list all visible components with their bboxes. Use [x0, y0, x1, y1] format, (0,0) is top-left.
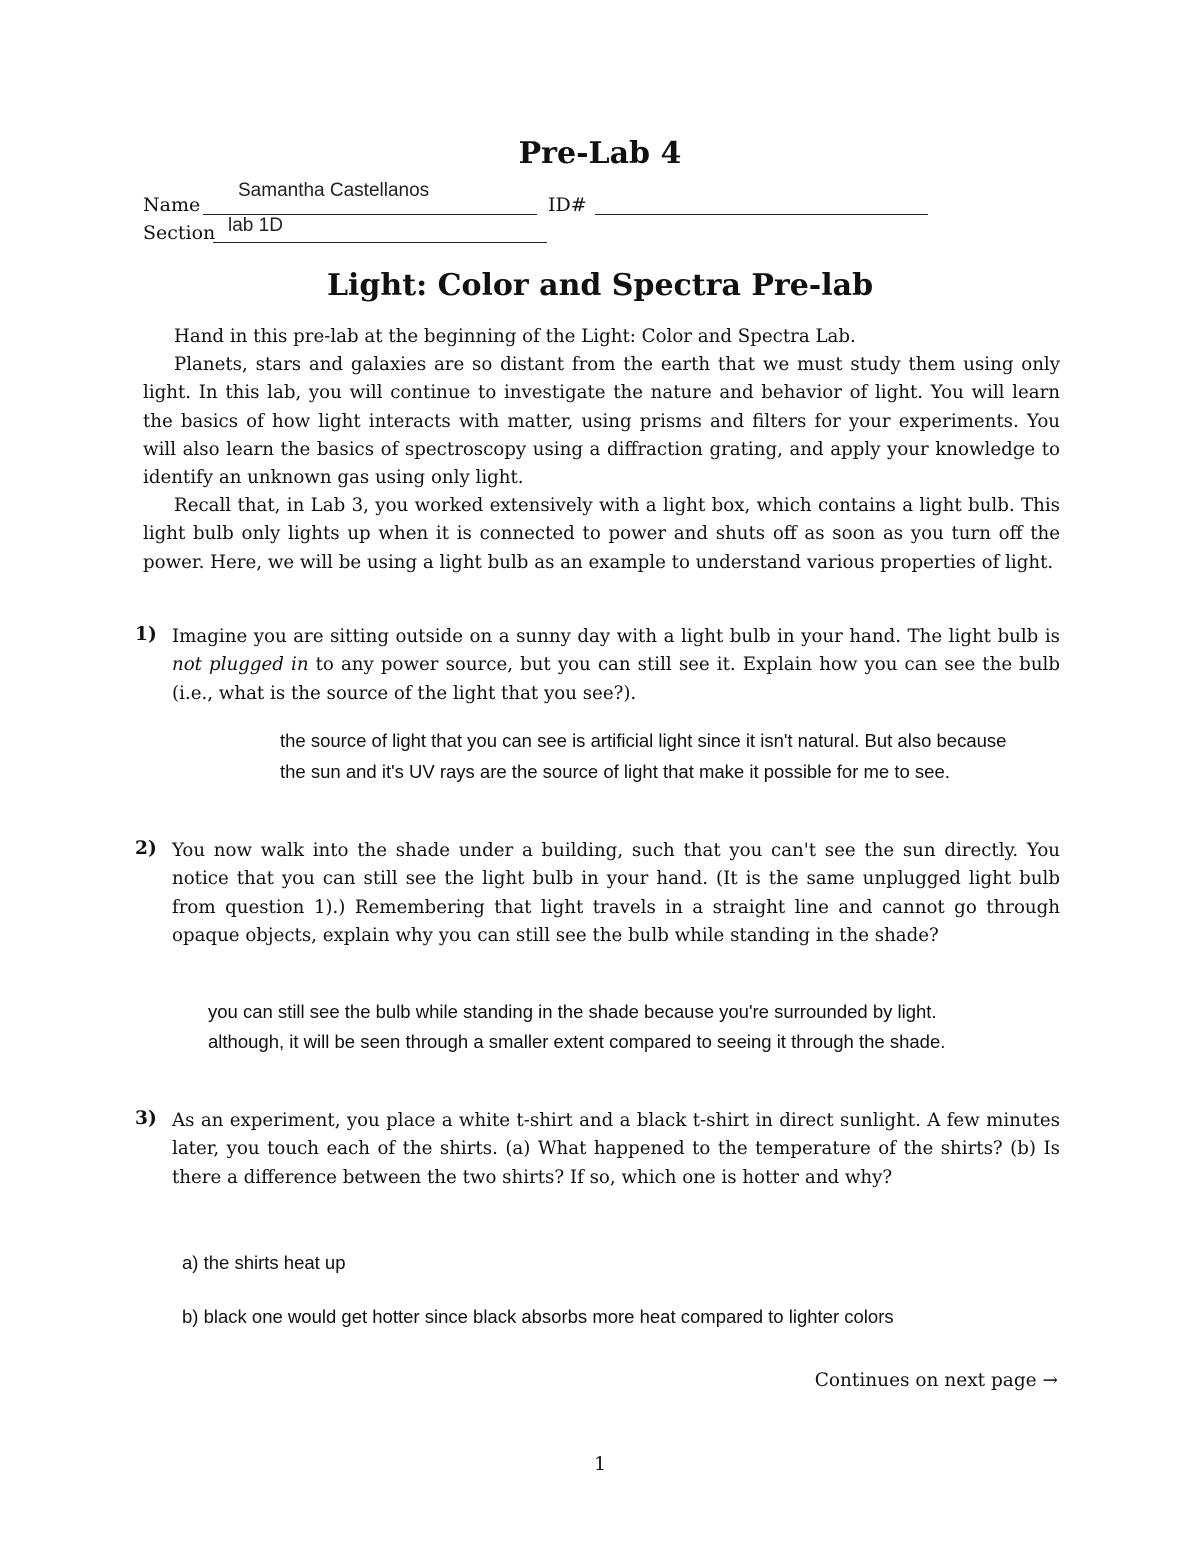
- question-1-emphasis: not plugged in: [172, 654, 309, 676]
- page-title: Pre-Lab 4: [518, 136, 682, 171]
- id-label: ID#: [548, 194, 587, 216]
- page-number: 1: [594, 1454, 606, 1475]
- intro-paragraph-1: Hand in this pre-lab at the beginning of the Light: Color and Spectra Lab.: [174, 326, 856, 347]
- name-label: Name: [143, 194, 201, 216]
- answer-3a[interactable]: a) the shirts heat up: [182, 1252, 346, 1273]
- question-1-text-b: to any power source, but you can still see it. Explain how you can see the bulb (i.e., what is the source of the light that you see?).: [172, 654, 1060, 704]
- continues-note: Continues on next page →: [814, 1370, 1058, 1391]
- id-field[interactable]: [595, 214, 928, 215]
- lab-title: Light: Color and Spectra Pre-lab: [326, 268, 874, 303]
- question-1-number: 1): [135, 624, 157, 645]
- question-1-text-a: Imagine you are sitting outside on a sunny day with a light bulb in your hand. The light bulb is: [172, 626, 1060, 647]
- question-2-number: 2): [135, 838, 157, 859]
- section-field[interactable]: lab 1D: [228, 215, 283, 236]
- intro-paragraph-2: Planets, stars and galaxies are so distant from the earth that we must study them using only light. In this lab, you will continue to investigate the nature and behavior of light. You will learn the basics of how light interacts with matter, using prisms and filters for your experiments. You will also learn the basics of spectroscopy using a diffraction grating, and apply your knowledge to identify an unknown gas using only light.: [143, 354, 1060, 489]
- answer-1-line-1[interactable]: the source of light that you can see is artificial light since it isn't natural. But also because: [280, 730, 1007, 751]
- section-line: [213, 242, 547, 243]
- answer-2-line-2[interactable]: although, it will be seen through a smaller extent compared to seeing it through the shade.: [208, 1031, 946, 1052]
- name-field[interactable]: Samantha Castellanos: [238, 180, 430, 201]
- intro-paragraph-3: Recall that, in Lab 3, you worked extensively with a light box, which contains a light bulb. This light bulb only lights up when it is connected to power and shuts off as soon as you turn off the power. Here, we will be using a light bulb as an example to understand various properties of light.: [143, 495, 1060, 573]
- question-1-text: [172, 623, 1060, 708]
- section-label: Section: [143, 222, 216, 244]
- answer-1-line-2[interactable]: the sun and it's UV rays are the source of light that make it possible for me to see.: [280, 761, 950, 782]
- question-2-text: You now walk into the shade under a building, such that you can't see the sun directly. You notice that you can still see the light bulb in your hand. (It is the same unplugged light bulb from question 1).) Remembering that light travels in a straight line and cannot go through opaque objects, explain why you can still see the bulb while standing in the shade?: [172, 840, 1060, 946]
- answer-3b[interactable]: b) black one would get hotter since black absorbs more heat compared to lighter colors: [182, 1306, 894, 1327]
- question-3-number: 3): [135, 1108, 157, 1129]
- question-3-text: As an experiment, you place a white t-shirt and a black t-shirt in direct sunlight. A few minutes later, you touch each of the shirts. (a) What happened to the temperature of the shirts? (b) Is there a difference between the two shirts? If so, which one is hotter and why?: [172, 1110, 1060, 1188]
- answer-2-line-1[interactable]: you can still see the bulb while standing in the shade because you're surrounded by light.: [208, 1001, 937, 1022]
